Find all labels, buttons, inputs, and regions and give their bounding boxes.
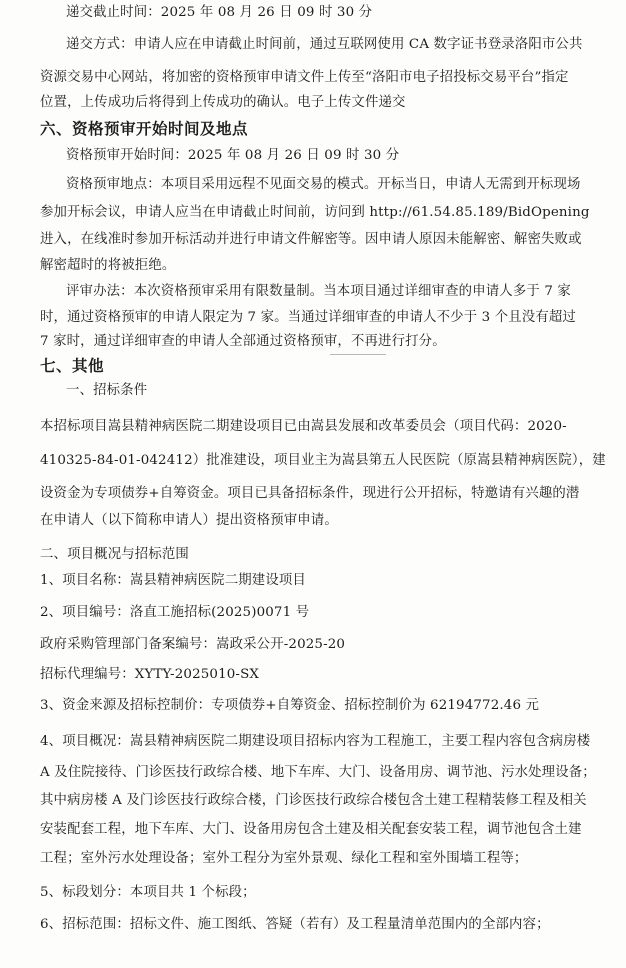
submission-method-line-1: 递交方式：申请人应在申请截止时间前，通过互联网使用 CA 数字证书登录洛阳市公共 — [66, 37, 583, 52]
lot-division: 5、标段划分：本项目共 1 个标段； — [40, 885, 256, 900]
review-method-line-3: 7 家时，通过详细审查的申请人全部通过资格预审，不再进行打分。 — [40, 334, 446, 349]
submission-method-line-2: 资源交易中心网站，将加密的资格预审申请文件上传至“洛阳市电子招投标交易平台”指定 — [40, 70, 569, 85]
funding-and-control-price: 3、资金来源及招标控制价：专项债券+自筹资金、招标控制价为 62194772.46 元 — [40, 698, 540, 713]
project-summary-line-5: 工程；室外污水处理设备；室外工程分为室外景观、绿化工程和室外围墙工程等； — [40, 851, 528, 866]
submission-method-line-3: 位置，上传成功后将得到上传成功的确认。电子上传文件递交 — [40, 95, 406, 110]
project-overview-heading: 二、项目概况与招标范围 — [40, 547, 189, 562]
prequal-location-line-1: 资格预审地点：本项目采用远程不见面交易的模式。开标当日，申请人无需到开标现场 — [66, 177, 581, 192]
submission-deadline: 递交截止时间：2025 年 08 月 26 日 09 时 30 分 — [66, 5, 373, 20]
project-summary-line-2: A 及住院接待、门诊医技行政综合楼、地下车库、大门、设备用房、调节池、污水处理设备； — [40, 765, 596, 780]
divider — [330, 354, 386, 355]
project-summary-line-4: 安装配套工程，地下车库、大门、设备用房包含土建及相关配套安装工程，调节池包含土建 — [40, 822, 582, 837]
project-summary-line-3: 其中病房楼 A 及门诊医技行政综合楼，门诊医技行政综合楼包含土建工程精装修工程及相关 — [40, 793, 587, 808]
bidding-conditions-line-3: 设资金为专项债券+自筹资金。项目已具备招标条件，现进行公开招标，特邀请有兴趣的潜 — [40, 486, 580, 501]
review-method-line-2: 时，通过资格预审的申请人限定为 7 家。当通过详细审查的申请人不少于 3 个且没有超过 — [40, 310, 576, 325]
project-name: 1、项目名称：嵩县精神病医院二期建设项目 — [40, 573, 306, 588]
review-method-line-1: 评审办法：本次资格预审采用有限数量制。当本项目通过详细审查的申请人多于 7 家 — [66, 284, 571, 299]
bidding-conditions-heading: 一、招标条件 — [66, 383, 148, 398]
bidding-conditions-line-4: 在申请人（以下简称申请人）提出资格预审申请。 — [40, 513, 338, 528]
project-summary-line-1: 4、项目概况：嵩县精神病医院二期建设项目招标内容为工程施工，主要工程内容包含病房楼 — [40, 734, 591, 749]
bidding-conditions-line-2: 410325-84-01-042412）批准建设，项目业主为嵩县第五人民医院（原嵩县精神病医院），建 — [40, 453, 606, 468]
prequal-location-line-2: 参加开标会议，申请人应当在申请截止时间前，访问到 http://61.54.85.189/BidOpening — [40, 205, 590, 220]
bidding-conditions-line-1: 本招标项目嵩县精神病医院二期建设项目已由嵩县发展和改革委员会（项目代码：2020- — [40, 419, 567, 434]
bidding-scope: 6、招标范围：招标文件、施工图纸、答疑（若有）及工程量清单范围内的全部内容； — [40, 917, 550, 932]
prequal-location-line-4: 解密超时的将被拒绝。 — [40, 258, 176, 273]
prequal-start-time: 资格预审开始时间：2025 年 08 月 26 日 09 时 30 分 — [66, 148, 400, 163]
project-number: 2、项目编号：洛直工施招标(2025)0071 号 — [40, 605, 310, 620]
section-seven-heading: 七、其他 — [40, 357, 105, 375]
prequal-location-line-3: 进入，在线准时参加开标活动并进行申请文件解密等。因申请人原因未能解密、解密失败或 — [40, 232, 582, 247]
agency-number: 招标代理编号：XYTY-2025010-SX — [40, 667, 260, 682]
procurement-filing-number: 政府采购管理部门备案编号：嵩政采公开-2025-20 — [40, 637, 346, 652]
section-six-heading: 六、资格预审开始时间及地点 — [40, 120, 249, 138]
